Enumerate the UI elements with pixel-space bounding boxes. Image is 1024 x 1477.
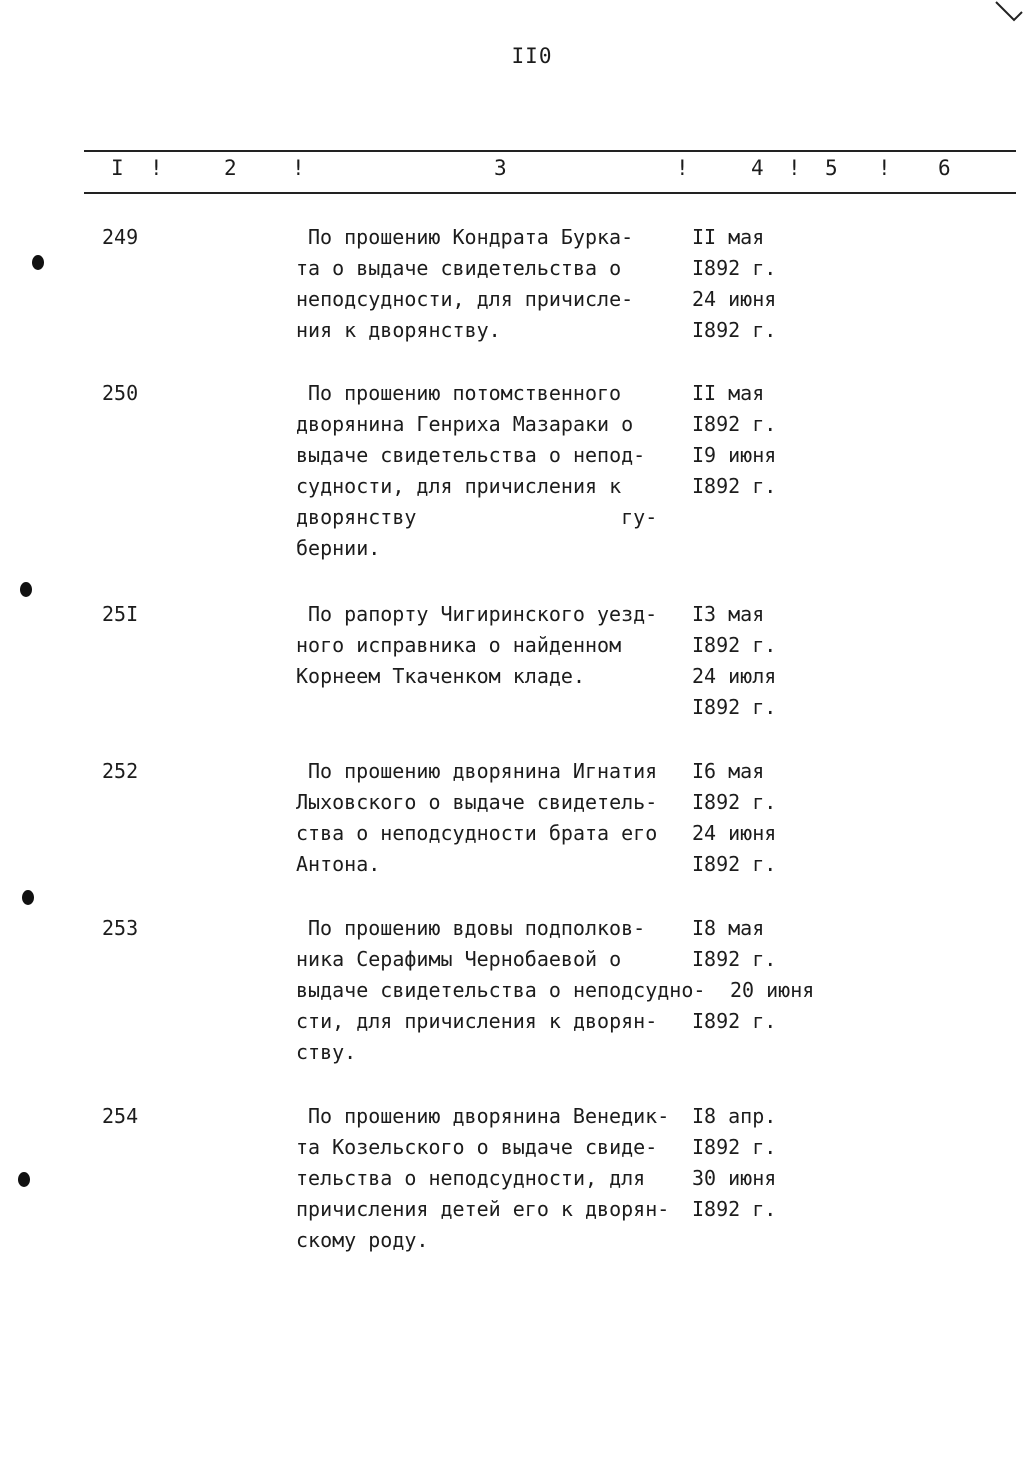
punch-hole [32, 255, 44, 270]
entry-date-end-year: I892 г. [692, 1197, 777, 1221]
page-number: II0 [511, 44, 553, 68]
entry-date-end-year: I892 г. [692, 695, 777, 719]
punch-hole [18, 1172, 30, 1187]
entry-date-end: 24 июня [692, 287, 777, 311]
entry-description-line: По прошению дворянина Игнатия [308, 759, 658, 783]
entry-description-line: Корнеем Ткаченком кладе. [296, 664, 585, 688]
entry-description-line: сти, для причисления к дворян- [296, 1009, 658, 1033]
column-separator: ! [878, 156, 891, 180]
entry-date-end-year: I892 г. [692, 852, 777, 876]
entry-date-end: 24 июня [692, 821, 777, 845]
entry-date-end-year: I892 г. [692, 1009, 777, 1033]
entry-date-start: I6 мая [692, 759, 765, 783]
entry-date-start: I8 апр. [692, 1104, 777, 1128]
entry-description-line: тельства о неподсудности, для [296, 1166, 646, 1190]
entry-description-line: По прошению потомственного [308, 381, 622, 405]
punch-hole [22, 890, 34, 905]
entry-description-line: скому роду. [296, 1228, 429, 1252]
entry-date-start-year: I892 г. [692, 1135, 777, 1159]
entry-description-line: ного исправника о найденном [296, 633, 622, 657]
entry-description-line: Лыховского о выдаче свидетель- [296, 790, 658, 814]
entry-date-start-year: I892 г. [692, 412, 777, 436]
entry-date-start-year: I892 г. [692, 790, 777, 814]
column-header-4: 4 [751, 156, 764, 180]
column-header-6: 6 [938, 156, 951, 180]
entry-date-start-year: I892 г. [692, 256, 777, 280]
entry-description-line: ству. [296, 1040, 357, 1064]
column-separator: ! [292, 156, 305, 180]
entry-description-line: По рапорту Чигиринского уезд- [308, 602, 658, 626]
entry-description-line: дворянству гу- [296, 505, 658, 529]
entry-description-line: По прошению вдовы подполков- [308, 916, 646, 940]
entry-description-line: судности, для причисления к [296, 474, 622, 498]
entry-number: 25I [102, 602, 139, 626]
entry-description-line: ства о неподсудности брата его [296, 821, 658, 845]
entry-date-start: II мая [692, 225, 765, 249]
column-header-2: 2 [224, 156, 237, 180]
entry-description-line: дворянина Генриха Мазараки о [296, 412, 634, 436]
entry-description-line: выдаче свидетельства о неподсудно- [296, 978, 706, 1002]
column-header-3: 3 [494, 156, 507, 180]
entry-description-line: причисления детей его к дворян- [296, 1197, 670, 1221]
entry-date-end-year: I892 г. [692, 318, 777, 342]
entry-description-line: бернии. [296, 536, 381, 560]
entry-date-end: 20 июня [730, 978, 815, 1002]
entry-number: 254 [102, 1104, 139, 1128]
entry-number: 252 [102, 759, 139, 783]
entry-date-start-year: I892 г. [692, 947, 777, 971]
table-header-bottom-rule [84, 192, 1016, 194]
entry-date-start-year: I892 г. [692, 633, 777, 657]
entry-description-line: Антона. [296, 852, 381, 876]
column-separator: ! [150, 156, 163, 180]
entry-date-end: 24 июля [692, 664, 777, 688]
column-header-5: 5 [825, 156, 838, 180]
entry-date-end-year: I892 г. [692, 474, 777, 498]
entry-number: 250 [102, 381, 139, 405]
table-header-top-rule [84, 150, 1016, 152]
column-separator: ! [676, 156, 689, 180]
entry-date-end: 30 июня [692, 1166, 777, 1190]
entry-number: 253 [102, 916, 139, 940]
entry-description-line: По прошению дворянина Венедик- [308, 1104, 670, 1128]
entry-date-start: I8 мая [692, 916, 765, 940]
entry-description-line: та о выдаче свидетельства о [296, 256, 622, 280]
entry-description-line: неподсудности, для причисле- [296, 287, 634, 311]
entry-date-start: I3 мая [692, 602, 765, 626]
entry-description-line: та Козельского о выдаче свиде- [296, 1135, 658, 1159]
column-header-1: I [111, 156, 124, 180]
entry-description-line: ника Серафимы Чернобаевой о [296, 947, 622, 971]
punch-hole [20, 582, 32, 597]
entry-description-line: ния к дворянству. [296, 318, 501, 342]
column-separator: ! [788, 156, 801, 180]
entry-date-end: I9 июня [692, 443, 777, 467]
entry-description-line: По прошению Кондрата Бурка- [308, 225, 634, 249]
scan-corner-mark [994, 0, 1024, 24]
entry-description-line: выдаче свидетельства о непод- [296, 443, 646, 467]
entry-date-start: II мая [692, 381, 765, 405]
entry-number: 249 [102, 225, 139, 249]
